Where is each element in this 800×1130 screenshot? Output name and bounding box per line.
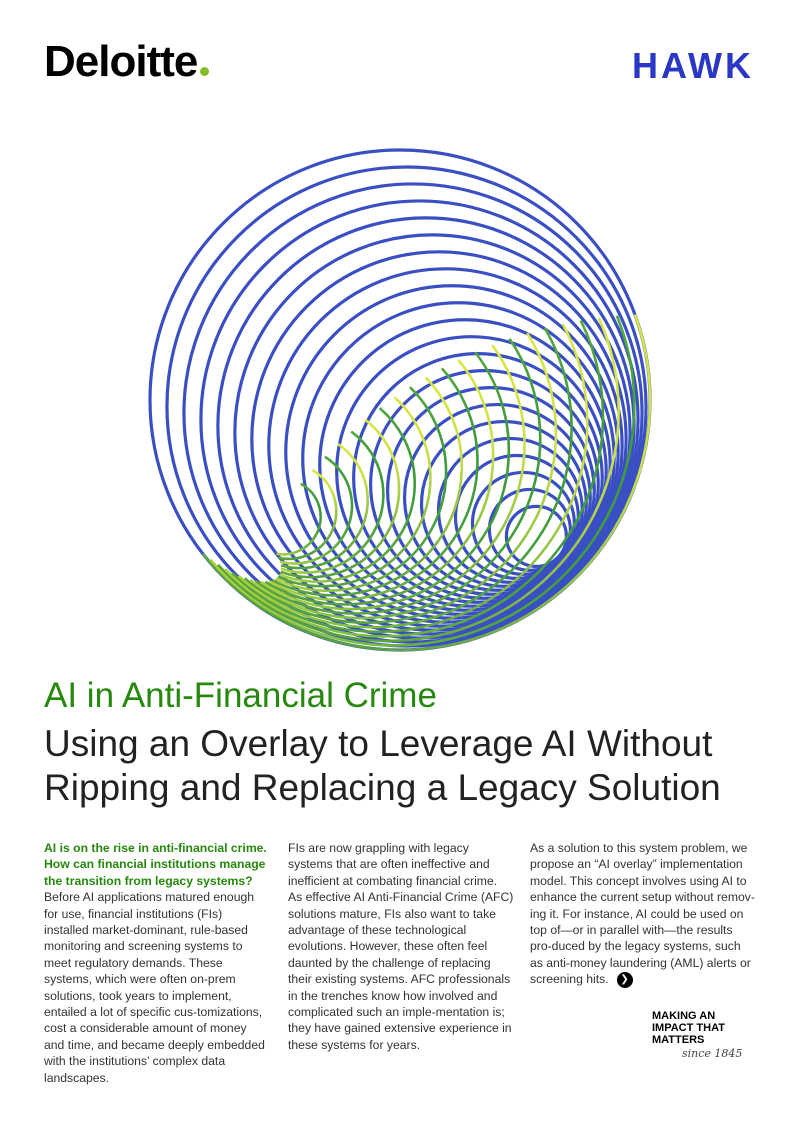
badge-line-3: MATTERS	[652, 1034, 705, 1046]
body-column-2	[288, 840, 514, 1053]
body-column-1	[44, 840, 270, 1086]
badge-line-1: MAKING AN	[652, 1010, 716, 1022]
deloitte-logo: Deloitte	[44, 40, 209, 84]
column-3-text: As a solution to this system problem, we propose an “AI overlay” implementation model. This concept involves using AI to enhance the current setup without remov-ing it. For instance, AI could be used on top of—or in parallel with—the results pro-duced by the legacy systems, such as anti-money laundering (AML) alerts or screening hits.	[530, 841, 755, 987]
green-ring-arc	[224, 446, 354, 576]
hero-rings-illustration	[140, 140, 660, 660]
column-3-paragraph	[530, 840, 756, 988]
next-arrow-icon[interactable]: ❯	[617, 972, 633, 988]
title-topic: AI in Anti-Financial Crime	[44, 676, 437, 715]
body-column-3	[530, 840, 756, 988]
hawk-logo: HAWK	[632, 45, 754, 86]
deloitte-green-dot	[200, 67, 209, 76]
making-an-impact-badge	[652, 1010, 762, 1060]
badge-since: since 1845	[682, 1047, 743, 1060]
badge-line-2: IMPACT THAT	[652, 1022, 725, 1034]
title-main: Using an Overlay to Leverage AI Without Ripping and Replacing a Legacy Solution	[44, 723, 721, 809]
column-2-text: FIs are now grappling with legacy systems that are often ineffective and inefficient at combating financial crime. As effective AI Anti-Financial Crime (AFC) solutions mature, FIs also want to take advantage of these technological evolutions. However, these often feel daunted by the challenge of replacing their existing systems. AFC professionals in the trenches know how involved and complicated such an imple-mentation is; they have gained extensive experience in these systems for years.	[288, 841, 514, 1052]
column-1-text: Before AI applications matured enough for use, financial institutions (FIs) installed market-dominant, rule-based monitoring and screening systems to meet regulatory demands. These systems, which were often on-prem solutions, took years to implement, entailed a lot of specific cus-tomizations, cost a considerable amount of money and time, and became deeply embedded with the institutions’ complex data landscapes.	[44, 890, 265, 1085]
lead-question: AI is on the rise in anti-financial crime. How can financial institutions manage the transition from legacy systems?	[44, 841, 267, 888]
